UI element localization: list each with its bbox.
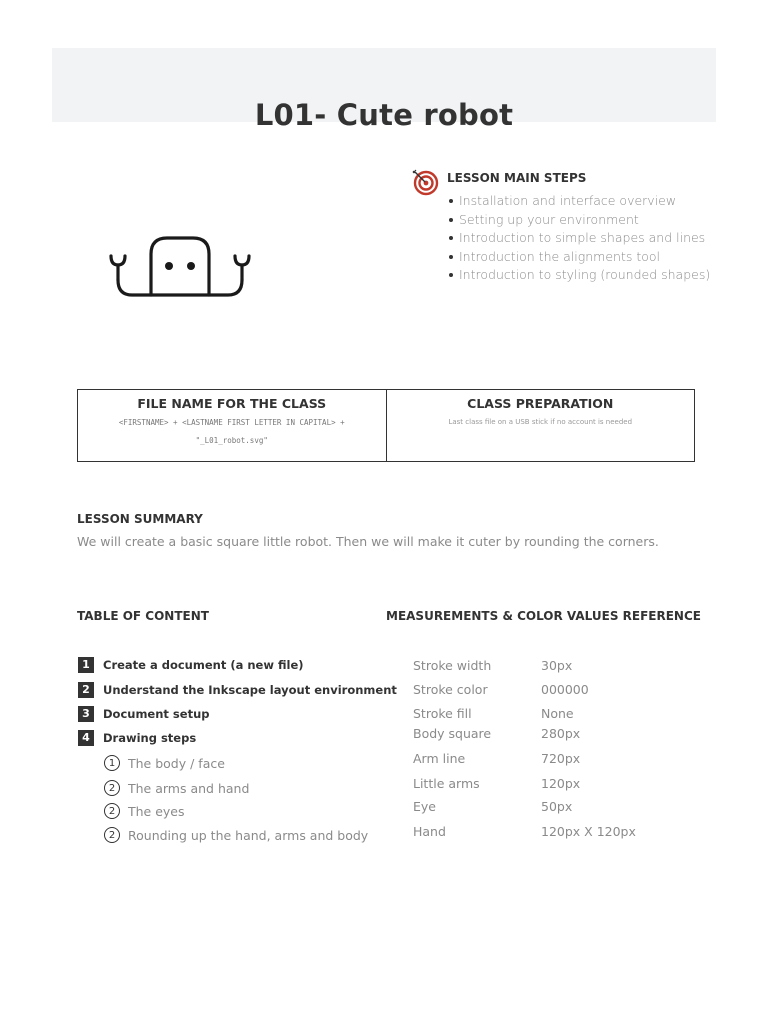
measurement-value: 120px X 120px [541, 824, 636, 839]
toc-subitem-label: The eyes [128, 803, 185, 819]
file-name-cell [78, 390, 386, 461]
toc-subitem-label: Rounding up the hand, arms and body [128, 827, 369, 843]
lesson-step-item: Setting up your environment [447, 212, 710, 231]
class-info-table [77, 389, 695, 462]
measurement-value: None [541, 706, 574, 721]
measurement-value: 280px [541, 726, 581, 741]
measurement-row [413, 799, 713, 815]
measurement-row [413, 776, 713, 792]
toc-number: 3 [78, 706, 94, 722]
lesson-step-item: Introduction to simple shapes and lines [447, 230, 710, 249]
file-name-format-line2: "_L01_robot.svg" [195, 436, 268, 445]
toc-item [78, 656, 304, 673]
measurement-value: 720px [541, 751, 581, 766]
file-name-header: FILE NAME FOR THE CLASS [137, 396, 327, 411]
robot-eye-right [187, 262, 195, 270]
measurement-row [413, 726, 713, 742]
toc-number: 4 [78, 730, 94, 746]
measurement-value: 120px [541, 776, 581, 791]
lesson-step-item: Introduction to styling (rounded shapes) [447, 267, 710, 286]
toc-subitem [104, 826, 368, 844]
toc-title: TABLE OF CONTENT [77, 609, 209, 623]
measurement-row [413, 824, 713, 840]
class-prep-header: CLASS PREPARATION [467, 396, 614, 411]
lesson-step-item: Introduction the alignments tool [447, 249, 710, 268]
toc-item [78, 705, 209, 722]
measurement-label: Eye [413, 799, 436, 814]
class-prep-cell [386, 390, 695, 461]
lesson-steps-title: LESSON MAIN STEPS [447, 171, 587, 185]
toc-subitem-number: 2 [104, 780, 120, 796]
measurement-value: 30px [541, 658, 573, 673]
summary-title: LESSON SUMMARY [77, 512, 203, 526]
toc-subitem [104, 754, 225, 772]
measurement-label: Stroke color [413, 682, 488, 697]
measurement-label: Body square [413, 726, 492, 741]
measurement-label: Arm line [413, 751, 466, 766]
toc-number: 2 [78, 682, 94, 698]
lesson-step-item: Installation and interface overview [447, 193, 710, 212]
page-title: L01- Cute robot [254, 98, 514, 132]
measurement-value: 50px [541, 799, 573, 814]
toc-label: Drawing steps [103, 730, 197, 745]
toc-subitem [104, 779, 249, 797]
toc-item [78, 729, 196, 746]
measurement-row [413, 658, 713, 674]
measurement-label: Stroke fill [413, 706, 472, 721]
measurement-label: Stroke width [413, 658, 492, 673]
toc-subitem [104, 802, 185, 820]
robot-illustration [104, 232, 256, 302]
toc-subitem-number: 1 [104, 755, 120, 771]
toc-number: 1 [78, 657, 94, 673]
file-name-format-line1: <FIRSTNAME> + <LASTNAME FIRST LETTER IN CAPITAL> + [118, 418, 345, 427]
toc-subitem-label: The body / face [128, 755, 225, 771]
toc-subitem-label: The arms and hand [128, 780, 250, 796]
measurement-label: Little arms [413, 776, 480, 791]
measurement-row [413, 682, 713, 698]
target-icon [411, 168, 439, 196]
toc-label: Document setup [103, 706, 210, 721]
summary-text: We will create a basic square little robot. Then we will make it cuter by rounding the corners. [77, 534, 659, 549]
lesson-steps-list [447, 193, 710, 286]
measurement-label: Hand [413, 824, 446, 839]
measurements-title: MEASUREMENTS & COLOR VALUES REFERENCE [386, 609, 701, 623]
measurement-row [413, 706, 713, 722]
robot-eye-left [165, 262, 173, 270]
toc-label: Create a document (a new file) [103, 657, 304, 672]
toc-item [78, 681, 397, 698]
measurement-value: 000000 [541, 682, 589, 697]
toc-label: Understand the Inkscape layout environment [103, 682, 397, 697]
toc-subitem-number: 2 [104, 803, 120, 819]
toc-subitem-number: 2 [104, 827, 120, 843]
class-prep-text: Last class file on a USB stick if no account is needed [448, 418, 633, 426]
measurement-row [413, 751, 713, 767]
